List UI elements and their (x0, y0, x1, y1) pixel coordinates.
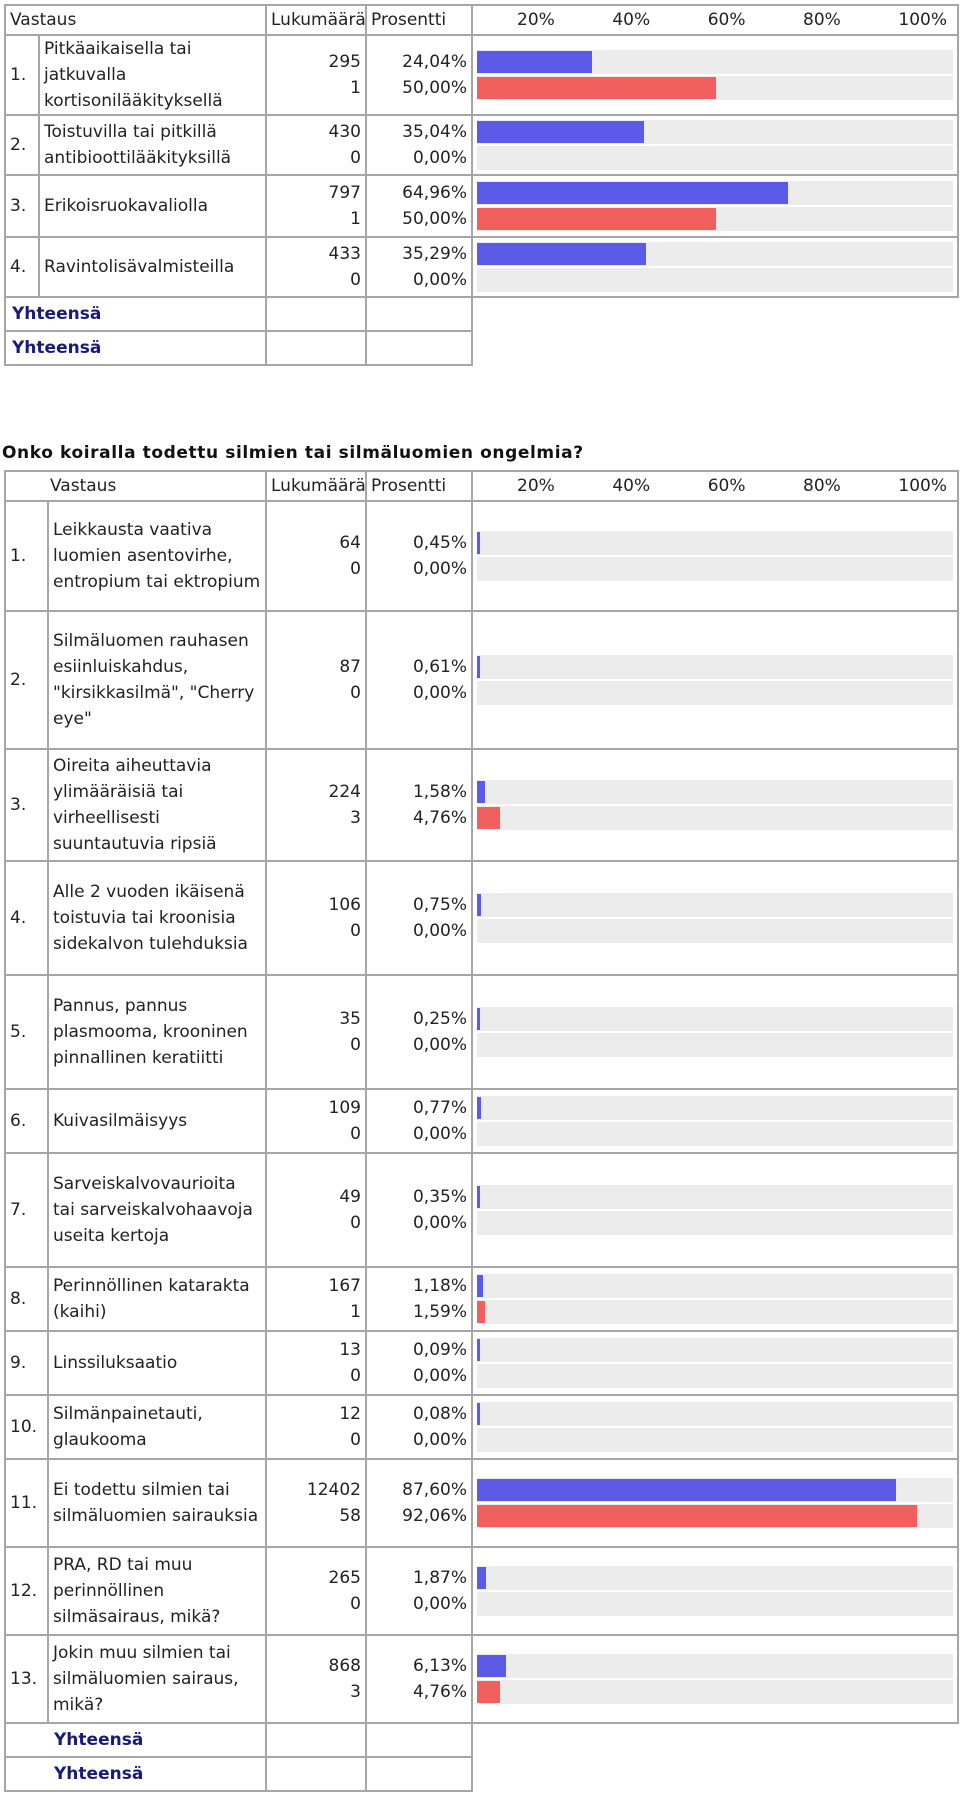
total-row (5, 1757, 958, 1791)
scale-tick-label: 80% (803, 476, 841, 496)
total-label: Yhteensä (5, 1723, 266, 1757)
count-series-1: 49 (339, 1186, 361, 1207)
row-number: 6. (5, 1089, 48, 1153)
percent-series-2: 0,00% (412, 921, 467, 941)
count-cell (266, 975, 366, 1089)
bar-track (477, 919, 953, 943)
bar-track (477, 1364, 953, 1388)
count-cell (266, 749, 366, 861)
scale-tick-label: 80% (803, 10, 841, 30)
percent-cell (366, 749, 472, 861)
count-series-2: 3 (350, 808, 361, 828)
row-number: 8. (5, 1267, 48, 1331)
bar-series-2 (477, 807, 500, 829)
header-count: Lukumäärä (266, 471, 366, 501)
count-series-2: 0 (350, 148, 361, 168)
bar-series-1 (477, 1339, 480, 1361)
table-row (5, 1331, 958, 1395)
total-blank (472, 331, 958, 365)
count-series-1: 13 (339, 1339, 361, 1360)
percent-series-1: 0,61% (412, 656, 467, 677)
percent-cell (366, 861, 472, 975)
row-number: 13. (5, 1635, 48, 1723)
row-number: 1. (5, 35, 39, 115)
table-row (5, 1635, 958, 1723)
count-cell (266, 1635, 366, 1723)
bar-series-1 (477, 894, 481, 916)
bar-track (477, 1274, 953, 1298)
count-series-2: 1 (350, 209, 361, 229)
scale-tick-label: 60% (707, 476, 746, 496)
bar-series-2 (477, 208, 716, 230)
total-count (266, 1723, 366, 1757)
bar-cell (472, 1089, 958, 1153)
percent-cell (366, 1267, 472, 1331)
answer-label: Linssiluksaatio (48, 1331, 266, 1395)
scale-tick-label: 40% (612, 476, 651, 496)
count-series-2: 0 (350, 1213, 361, 1233)
count-series-1: 87 (339, 656, 361, 677)
count-series-1: 797 (328, 182, 361, 203)
bar-cell (472, 1547, 958, 1635)
bar-track (477, 120, 953, 144)
count-cell (266, 1547, 366, 1635)
row-number: 1. (5, 501, 48, 611)
count-series-2: 0 (350, 1594, 361, 1614)
percent-series-2: 0,00% (412, 683, 467, 703)
bar-cell (472, 1635, 958, 1723)
answer-label: PRA, RD tai muu perinnöllinen silmäsairaus, mikä? (48, 1547, 266, 1635)
bar-cell (472, 115, 958, 175)
row-number: 4. (5, 237, 39, 297)
percent-cell (366, 35, 472, 115)
total-count (266, 331, 366, 365)
bar-track (477, 1033, 953, 1057)
bar-track (477, 1300, 953, 1324)
count-series-1: 433 (328, 243, 361, 264)
percent-series-1: 87,60% (402, 1479, 467, 1500)
answer-label: Oireita aiheuttavia ylimääräisiä tai virheellisesti suuntautuvia ripsiä (48, 749, 266, 861)
total-percent (366, 331, 472, 365)
count-cell (266, 1331, 366, 1395)
bar-track (477, 268, 953, 292)
total-label: Yhteensä (5, 297, 266, 331)
bar-track (477, 1402, 953, 1426)
count-series-2: 0 (350, 1124, 361, 1144)
bar-series-1 (477, 781, 485, 803)
bar-cell (472, 975, 958, 1089)
table-row (5, 237, 958, 297)
percent-cell (366, 501, 472, 611)
count-cell (266, 175, 366, 237)
bar-series-2 (477, 1301, 485, 1323)
count-cell (266, 1153, 366, 1267)
count-series-1: 109 (328, 1097, 361, 1118)
count-series-1: 430 (328, 121, 361, 142)
bar-series-1 (477, 1655, 506, 1677)
answer-label: Erikoisruokavaliolla (39, 175, 266, 237)
table-header-row (5, 471, 958, 501)
percent-series-1: 1,18% (412, 1275, 467, 1296)
count-series-2: 0 (350, 559, 361, 579)
answer-label: Jokin muu silmien tai silmäluomien sairaus, mikä? (48, 1635, 266, 1723)
answer-label: Kuivasilmäisyys (48, 1089, 266, 1153)
percent-series-1: 0,75% (412, 894, 467, 915)
scale-tick-label: 60% (707, 10, 746, 30)
total-blank (472, 1723, 958, 1757)
bar-cell (472, 861, 958, 975)
bar-series-1 (477, 656, 480, 678)
row-number: 3. (5, 749, 48, 861)
question-title: Onko koiralla todettu silmien tai silmäluomien ongelmia? (2, 443, 584, 463)
answer-label: Pannus, pannus plasmooma, krooninen pinnallinen keratiitti (48, 975, 266, 1089)
bar-track (477, 893, 953, 917)
header-answer: Vastaus (5, 471, 266, 501)
bar-track (477, 806, 953, 830)
bar-series-1 (477, 1008, 480, 1030)
header-answer: Vastaus (5, 5, 266, 35)
percent-series-2: 4,76% (412, 1682, 467, 1702)
percent-series-2: 0,00% (412, 1035, 467, 1055)
percent-series-2: 0,00% (412, 1213, 467, 1233)
count-series-1: 295 (328, 51, 361, 72)
count-series-1: 167 (328, 1275, 361, 1296)
percent-series-2: 0,00% (412, 148, 467, 168)
bar-series-1 (477, 1275, 483, 1297)
bar-series-1 (477, 1479, 896, 1501)
percent-series-1: 24,04% (402, 51, 467, 72)
table-row (5, 1267, 958, 1331)
count-cell (266, 501, 366, 611)
bar-series-1 (477, 51, 592, 73)
count-cell (266, 611, 366, 749)
bar-track (477, 1504, 953, 1528)
percent-series-1: 35,04% (402, 121, 467, 142)
answer-label: Ei todettu silmien tai silmäluomien sairauksia (48, 1459, 266, 1547)
total-count (266, 297, 366, 331)
bar-track (477, 1680, 953, 1704)
table-row (5, 1153, 958, 1267)
results-table-2 (4, 470, 959, 1792)
percent-series-2: 1,59% (412, 1302, 467, 1322)
count-series-1: 265 (328, 1567, 361, 1588)
bar-series-1 (477, 182, 788, 204)
bar-series-2 (477, 77, 716, 99)
percent-cell (366, 1547, 472, 1635)
count-series-1: 106 (328, 894, 361, 915)
count-cell (266, 1459, 366, 1547)
bar-series-1 (477, 532, 480, 554)
scale-tick-label: 20% (517, 476, 555, 496)
answer-label: Silmänpainetauti, glaukooma (48, 1395, 266, 1459)
bar-cell (472, 749, 958, 861)
percent-series-2: 92,06% (402, 1506, 467, 1526)
count-series-1: 12402 (306, 1479, 361, 1500)
bar-track (477, 1185, 953, 1209)
bar-series-2 (477, 1681, 500, 1703)
total-row (5, 331, 958, 365)
row-number: 2. (5, 611, 48, 749)
row-number: 11. (5, 1459, 48, 1547)
results-table-1 (4, 4, 959, 366)
percent-series-2: 0,00% (412, 1430, 467, 1450)
bar-track (477, 1338, 953, 1362)
percent-series-1: 0,25% (412, 1008, 467, 1029)
bar-cell (472, 1153, 958, 1267)
bar-series-1 (477, 1567, 486, 1589)
scale-tick-label: 40% (612, 10, 651, 30)
percent-cell (366, 175, 472, 237)
table-row (5, 175, 958, 237)
bar-track (477, 1428, 953, 1452)
count-series-2: 0 (350, 270, 361, 290)
bar-series-1 (477, 243, 646, 265)
header-percent: Prosentti (366, 471, 472, 501)
bar-cell (472, 1395, 958, 1459)
percent-cell (366, 1153, 472, 1267)
total-blank (472, 297, 958, 331)
percent-series-1: 0,08% (412, 1403, 467, 1424)
total-blank (472, 1757, 958, 1791)
table-header-row (5, 5, 958, 35)
bar-cell (472, 501, 958, 611)
percent-cell (366, 237, 472, 297)
count-series-2: 58 (339, 1506, 361, 1526)
percent-cell (366, 1395, 472, 1459)
count-series-1: 64 (339, 532, 361, 553)
count-series-1: 868 (328, 1655, 361, 1676)
count-cell (266, 1395, 366, 1459)
header-count: Lukumäärä (266, 5, 366, 35)
bar-track (477, 655, 953, 679)
percent-cell (366, 1459, 472, 1547)
percent-series-1: 64,96% (402, 182, 467, 203)
row-number: 10. (5, 1395, 48, 1459)
count-series-2: 0 (350, 1366, 361, 1386)
bar-track (477, 1096, 953, 1120)
count-cell (266, 115, 366, 175)
bar-track (477, 1566, 953, 1590)
count-series-2: 0 (350, 921, 361, 941)
total-percent (366, 1723, 472, 1757)
count-series-2: 0 (350, 1035, 361, 1055)
row-number: 12. (5, 1547, 48, 1635)
row-number: 9. (5, 1331, 48, 1395)
answer-label: Toistuvilla tai pitkillä antibioottilääkityksillä (39, 115, 266, 175)
percent-cell (366, 1331, 472, 1395)
percent-series-2: 0,00% (412, 1366, 467, 1386)
table-row (5, 861, 958, 975)
table-row (5, 611, 958, 749)
total-label: Yhteensä (5, 331, 266, 365)
answer-label: Alle 2 vuoden ikäisenä toistuvia tai kroonisia sidekalvon tulehduksia (48, 861, 266, 975)
answer-label: Leikkausta vaativa luomien asentovirhe, entropium tai ektropium (48, 501, 266, 611)
percent-series-1: 0,45% (412, 532, 467, 553)
bar-series-1 (477, 1097, 481, 1119)
bar-track (477, 1211, 953, 1235)
answer-label: Perinnöllinen katarakta (kaihi) (48, 1267, 266, 1331)
percent-series-1: 0,77% (412, 1097, 467, 1118)
bar-cell (472, 611, 958, 749)
table-row (5, 1089, 958, 1153)
table-row (5, 749, 958, 861)
percent-cell (366, 611, 472, 749)
count-cell (266, 35, 366, 115)
header-scale (472, 471, 958, 501)
table-row (5, 501, 958, 611)
header-scale (472, 5, 958, 35)
bar-cell (472, 35, 958, 115)
percent-cell (366, 975, 472, 1089)
total-percent (366, 1757, 472, 1791)
bar-track (477, 557, 953, 581)
bar-series-1 (477, 121, 644, 143)
percent-series-2: 50,00% (402, 209, 467, 229)
percent-series-2: 0,00% (412, 559, 467, 579)
count-cell (266, 1089, 366, 1153)
header-percent: Prosentti (366, 5, 472, 35)
percent-cell (366, 1635, 472, 1723)
percent-series-2: 50,00% (402, 78, 467, 98)
percent-series-2: 0,00% (412, 270, 467, 290)
percent-cell (366, 115, 472, 175)
bar-cell (472, 237, 958, 297)
count-series-1: 35 (339, 1008, 361, 1029)
count-cell (266, 237, 366, 297)
percent-series-1: 0,09% (412, 1339, 467, 1360)
bar-track (477, 780, 953, 804)
count-cell (266, 1267, 366, 1331)
bar-track (477, 1478, 953, 1502)
answer-label: Silmäluomen rauhasen esiinluiskahdus, "kirsikkasilmä", "Cherry eye" (48, 611, 266, 749)
bar-track (477, 50, 953, 74)
scale-tick-label: 20% (517, 10, 555, 30)
percent-series-1: 0,35% (412, 1186, 467, 1207)
percent-series-2: 0,00% (412, 1124, 467, 1144)
bar-track (477, 681, 953, 705)
scale-tick-label: 100% (898, 476, 947, 496)
percent-cell (366, 1089, 472, 1153)
count-cell (266, 861, 366, 975)
bar-track (477, 207, 953, 231)
count-series-2: 0 (350, 683, 361, 703)
percent-series-1: 1,58% (412, 781, 467, 802)
table-row (5, 1395, 958, 1459)
count-series-1: 12 (339, 1403, 361, 1424)
bar-track (477, 531, 953, 555)
bar-track (477, 1122, 953, 1146)
bar-track (477, 146, 953, 170)
bar-track (477, 1592, 953, 1616)
percent-series-1: 35,29% (402, 243, 467, 264)
count-series-2: 3 (350, 1682, 361, 1702)
count-series-2: 1 (350, 78, 361, 98)
scale-tick-label: 100% (898, 10, 947, 30)
percent-series-1: 1,87% (412, 1567, 467, 1588)
bar-track (477, 242, 953, 266)
bar-cell (472, 1331, 958, 1395)
bar-track (477, 181, 953, 205)
bar-series-1 (477, 1186, 480, 1208)
total-row (5, 1723, 958, 1757)
bar-cell (472, 1267, 958, 1331)
row-number: 7. (5, 1153, 48, 1267)
bar-series-1 (477, 1403, 480, 1425)
bar-cell (472, 1459, 958, 1547)
bar-series-2 (477, 1505, 917, 1527)
total-percent (366, 297, 472, 331)
answer-label: Sarveiskalvovaurioita tai sarveiskalvohaavoja useita kertoja (48, 1153, 266, 1267)
answer-label: Pitkäaikaisella tai jatkuvalla kortisonilääkityksellä (39, 35, 266, 115)
percent-series-2: 4,76% (412, 808, 467, 828)
row-number: 5. (5, 975, 48, 1089)
total-row (5, 297, 958, 331)
total-label: Yhteensä (5, 1757, 266, 1791)
row-number: 3. (5, 175, 39, 237)
bar-track (477, 1654, 953, 1678)
row-number: 4. (5, 861, 48, 975)
count-series-2: 1 (350, 1302, 361, 1322)
bar-cell (472, 175, 958, 237)
percent-series-2: 0,00% (412, 1594, 467, 1614)
answer-label: Ravintolisävalmisteilla (39, 237, 266, 297)
table-row (5, 115, 958, 175)
row-number: 2. (5, 115, 39, 175)
table-row (5, 1459, 958, 1547)
bar-track (477, 76, 953, 100)
total-count (266, 1757, 366, 1791)
count-series-1: 224 (328, 781, 361, 802)
table-row (5, 975, 958, 1089)
table-row (5, 35, 958, 115)
table-row (5, 1547, 958, 1635)
percent-series-1: 6,13% (412, 1655, 467, 1676)
count-series-2: 0 (350, 1430, 361, 1450)
bar-track (477, 1007, 953, 1031)
